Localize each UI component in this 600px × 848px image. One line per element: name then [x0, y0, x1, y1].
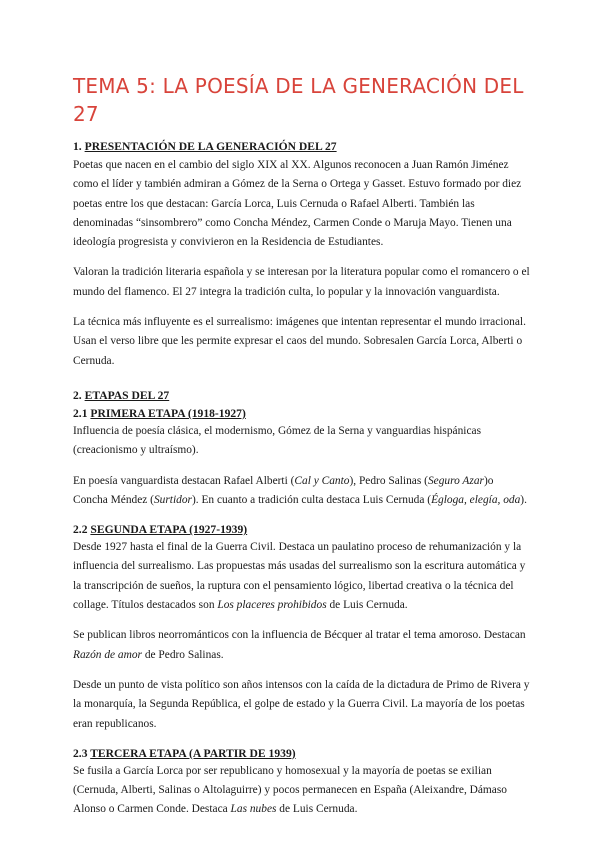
work-title: Cal y Canto [294, 474, 350, 487]
work-title: Las nubes [230, 803, 277, 816]
stage-1-paragraph-1: Influencia de poesía clásica, el modernismo, Gómez de la Serna y vanguardias hispánicas (creacionismo y ultraísmo). [73, 424, 482, 457]
section-2-heading-text: ETAPAS DEL 27 [84, 388, 170, 402]
work-title: Égloga, elegía, oda [431, 493, 521, 506]
work-title: Surtidor [153, 493, 192, 506]
text-run: ). [520, 493, 527, 506]
text-run: Se fusila a García Lorca por ser republicano y homosexual y la mayoría de poetas se exilian (Cernuda, Alberti, Salinas o Altolaguirre) y pocos permanecen en España (Aleixandre, Dámaso Alonso o Carmen Conde. Destaca [73, 764, 507, 816]
document-title: TEMA 5: LA POESÍA DE LA GENERACIÓN DEL 27 [73, 74, 524, 126]
text-run: Se publican libros neorrománticos con la influencia de Bécquer al tratar el tema amoroso. Destacan [73, 629, 526, 642]
stage-3-paragraph-1 [73, 762, 530, 820]
text-run: En poesía vanguardista destacan Rafael Alberti ( [73, 474, 295, 487]
text-run: ). En cuanto a tradición culta destaca Luis Cernuda ( [191, 493, 432, 506]
stage-1-paragraph-2 [73, 472, 530, 511]
section-1-paragraph-3: La técnica más influyente es el surrealismo: imágenes que intentan representar el mundo irracional. Usan el verso libre que les permite expresar el caos del mundo. Sobresalen García Lorca, Alberti o Cernuda. [73, 316, 526, 367]
section-1-heading [73, 138, 530, 155]
work-title: Seguro Azar [427, 474, 484, 487]
stage-2-number: 2.2 [73, 523, 88, 537]
stage-3-heading-text: TERCERA ETAPA (A PARTIR DE 1939) [90, 746, 296, 760]
text-run: de Luis Cernuda. [276, 803, 358, 816]
work-title: Razón de amor [73, 648, 142, 661]
text-run: de Luis Cernuda. [326, 599, 408, 612]
stage-1-heading [73, 405, 530, 422]
section-2-number: 2. [73, 388, 82, 402]
stage-2-paragraph-3: Desde un punto de vista político son años intensos con la caída de la dictadura de Primo de Rivera y la monarquía, la Segunda República, el golpe de estado y la Guerra Civil. La mayoría de los poetas eran republicanos. [73, 678, 530, 730]
section-1-paragraph-2: Valoran la tradición literaria española y se interesan por la literatura popular como el romancero o el mundo del flamenco. El 27 integra la tradición culta, lo popular y la innovación vanguardista. [73, 266, 530, 298]
stage-2-heading-text: SEGUNDA ETAPA (1927-1939) [90, 523, 248, 537]
text-run: Desde 1927 hasta el final de la Guerra Civil. Destaca un paulatino proceso de rehumanización y la influencia del surrealismo. Las propuestas más usadas del surrealismo son la escritura automática y la transcripción de sueños, la ruptura con el pensamiento lógico, libertad creativa o la técnica del collage. Títulos destacados son [73, 541, 526, 612]
section-1-heading-text: PRESENTACIÓN DE LA GENERACIÓN DEL 27 [84, 140, 337, 153]
stage-1-heading-text: PRIMERA ETAPA (1918-1927) [90, 406, 246, 420]
section-2-heading [73, 387, 530, 404]
stage-3-number: 2.3 [73, 746, 88, 760]
section-1-paragraph-1: Poetas que nacen en el cambio del siglo XIX al XX. Algunos reconocen a Juan Ramón Jiménez como el líder y también admiran a Gómez de la Serna o Ortega y Gasset. Estuvo formado por diez poetas entre los que destacan: García Lorca, Luis Cernuda o Rafael Alberti. También las denominadas “sinsombrero” como Concha Méndez, Carmen Conde o Maruja Mayo. Tienen una ideología progresista y convivieron en la Residencia de Estudiantes. [73, 159, 522, 249]
text-run: )o Concha Méndez ( [73, 474, 494, 506]
text-run: de Pedro Salinas. [141, 648, 224, 661]
stage-2-heading [73, 521, 530, 538]
stage-1-number: 2.1 [73, 406, 88, 420]
stage-2-paragraph-1 [73, 538, 530, 615]
text-run: ), Pedro Salinas ( [349, 474, 428, 487]
work-title: Los placeres prohibidos [217, 599, 327, 612]
stage-2-paragraph-2 [73, 626, 530, 665]
stage-3-heading [73, 745, 530, 762]
section-1-number: 1. [73, 140, 82, 153]
